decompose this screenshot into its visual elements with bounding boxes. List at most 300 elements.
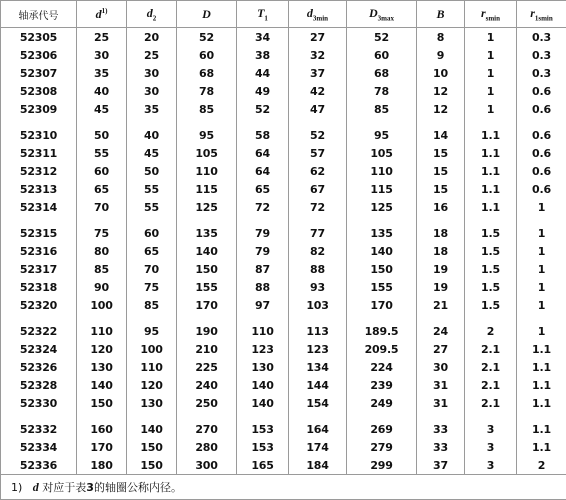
spacer-cell: [127, 216, 177, 224]
cell-D: 210: [177, 340, 237, 358]
group-spacer: [1, 314, 566, 322]
cell-r1smin: 0.6: [517, 162, 566, 180]
cell-rsmin: 1.1: [465, 126, 517, 144]
cell-rsmin: 1.5: [465, 296, 517, 314]
cell-D3max: 135: [347, 224, 417, 242]
spacer-cell: [417, 118, 465, 126]
cell-d: 30: [77, 46, 127, 64]
column-header-d3min: [289, 1, 347, 28]
cell-T1: 49: [237, 82, 289, 100]
cell-D: 150: [177, 260, 237, 278]
cell-r1smin: 2: [517, 456, 566, 475]
cell-d: 45: [77, 100, 127, 118]
cell-d: 40: [77, 82, 127, 100]
cell-D3max: 170: [347, 296, 417, 314]
spacer-cell: [127, 118, 177, 126]
cell-d2: 150: [127, 456, 177, 475]
cell-D3max: 78: [347, 82, 417, 100]
cell-B: 30: [417, 358, 465, 376]
cell-B: 19: [417, 260, 465, 278]
spacer-cell: [417, 412, 465, 420]
cell-d: 180: [77, 456, 127, 475]
cell-B: 18: [417, 224, 465, 242]
table-row: [1, 394, 566, 412]
cell-d3min: 144: [289, 376, 347, 394]
cell-T1: 130: [237, 358, 289, 376]
cell-rsmin: 1.5: [465, 278, 517, 296]
spacer-cell: [1, 118, 77, 126]
cell-D: 85: [177, 100, 237, 118]
column-header-d: [77, 1, 127, 28]
cell-r1smin: 1: [517, 296, 566, 314]
cell-r1smin: 0.3: [517, 64, 566, 82]
cell-d3min: 32: [289, 46, 347, 64]
cell-d: 50: [77, 126, 127, 144]
cell-d3min: 72: [289, 198, 347, 216]
cell-d: 100: [77, 296, 127, 314]
spacer-cell: [177, 412, 237, 420]
cell-d: 80: [77, 242, 127, 260]
cell-d: 65: [77, 180, 127, 198]
cell-D3max: 269: [347, 420, 417, 438]
cell-d2: 30: [127, 82, 177, 100]
cell-T1: 65: [237, 180, 289, 198]
cell-bearing-code: 52334: [1, 438, 77, 456]
cell-bearing-code: 52320: [1, 296, 77, 314]
cell-rsmin: 2.1: [465, 358, 517, 376]
cell-B: 8: [417, 28, 465, 47]
cell-D3max: 115: [347, 180, 417, 198]
cell-bearing-code: 52316: [1, 242, 77, 260]
spacer-cell: [237, 118, 289, 126]
cell-d3min: 103: [289, 296, 347, 314]
cell-d3min: 134: [289, 358, 347, 376]
column-header-subscript: 1smin: [535, 14, 553, 22]
spacer-cell: [127, 314, 177, 322]
column-header-subscript: 3max: [378, 14, 394, 22]
cell-r1smin: 1.1: [517, 420, 566, 438]
cell-B: 18: [417, 242, 465, 260]
table-row: [1, 340, 566, 358]
cell-B: 15: [417, 144, 465, 162]
cell-D3max: 110: [347, 162, 417, 180]
column-header-label: d: [307, 6, 313, 20]
cell-B: 33: [417, 420, 465, 438]
cell-T1: 97: [237, 296, 289, 314]
cell-r1smin: 1: [517, 260, 566, 278]
header-row: [1, 1, 566, 28]
spacer-cell: [1, 314, 77, 322]
cell-d2: 55: [127, 198, 177, 216]
spacer-cell: [177, 314, 237, 322]
table-row: [1, 438, 566, 456]
table-row: [1, 376, 566, 394]
cell-D3max: 95: [347, 126, 417, 144]
cell-d2: 120: [127, 376, 177, 394]
cell-bearing-code: 52328: [1, 376, 77, 394]
spacer-cell: [417, 216, 465, 224]
spacer-cell: [347, 412, 417, 420]
cell-r1smin: 1: [517, 198, 566, 216]
cell-D3max: 209.5: [347, 340, 417, 358]
cell-r1smin: 0.3: [517, 28, 566, 47]
cell-bearing-code: 52308: [1, 82, 77, 100]
table-row: [1, 224, 566, 242]
cell-D: 135: [177, 224, 237, 242]
cell-bearing-code: 52305: [1, 28, 77, 47]
cell-r1smin: 1.1: [517, 340, 566, 358]
cell-T1: 140: [237, 376, 289, 394]
cell-rsmin: 1.1: [465, 162, 517, 180]
cell-d: 90: [77, 278, 127, 296]
table-row: [1, 296, 566, 314]
table-row: [1, 322, 566, 340]
column-header-subscript: 1: [264, 14, 268, 22]
cell-r1smin: 1.1: [517, 358, 566, 376]
cell-T1: 88: [237, 278, 289, 296]
cell-T1: 38: [237, 46, 289, 64]
cell-r1smin: 0.6: [517, 180, 566, 198]
cell-D: 250: [177, 394, 237, 412]
cell-D: 240: [177, 376, 237, 394]
cell-d3min: 37: [289, 64, 347, 82]
cell-D3max: 279: [347, 438, 417, 456]
cell-rsmin: 1: [465, 100, 517, 118]
cell-D: 110: [177, 162, 237, 180]
column-header-subscript: 3min: [313, 14, 328, 22]
cell-d3min: 154: [289, 394, 347, 412]
cell-d2: 85: [127, 296, 177, 314]
cell-bearing-code: 52315: [1, 224, 77, 242]
cell-bearing-code: 52314: [1, 198, 77, 216]
cell-D: 140: [177, 242, 237, 260]
cell-D: 225: [177, 358, 237, 376]
cell-r1smin: 0.3: [517, 46, 566, 64]
cell-D: 60: [177, 46, 237, 64]
cell-d: 75: [77, 224, 127, 242]
cell-B: 12: [417, 82, 465, 100]
cell-B: 21: [417, 296, 465, 314]
cell-bearing-code: 52330: [1, 394, 77, 412]
cell-bearing-code: 52326: [1, 358, 77, 376]
cell-rsmin: 1: [465, 46, 517, 64]
cell-bearing-code: 52313: [1, 180, 77, 198]
table-row: [1, 358, 566, 376]
column-header-D: [177, 1, 237, 28]
cell-rsmin: 1: [465, 82, 517, 100]
spacer-cell: [517, 118, 566, 126]
table-header: [1, 1, 566, 28]
cell-d2: 65: [127, 242, 177, 260]
cell-T1: 64: [237, 144, 289, 162]
cell-T1: 44: [237, 64, 289, 82]
cell-D3max: 105: [347, 144, 417, 162]
cell-D: 270: [177, 420, 237, 438]
cell-r1smin: 1.1: [517, 376, 566, 394]
column-header-D3max: [347, 1, 417, 28]
spacer-cell: [417, 314, 465, 322]
cell-bearing-code: 52332: [1, 420, 77, 438]
cell-bearing-code: 52306: [1, 46, 77, 64]
cell-T1: 140: [237, 394, 289, 412]
cell-r1smin: 0.6: [517, 144, 566, 162]
cell-B: 15: [417, 180, 465, 198]
cell-rsmin: 2.1: [465, 376, 517, 394]
cell-D3max: 239: [347, 376, 417, 394]
cell-D3max: 155: [347, 278, 417, 296]
cell-d3min: 174: [289, 438, 347, 456]
cell-d2: 130: [127, 394, 177, 412]
cell-rsmin: 1.1: [465, 144, 517, 162]
cell-d3min: 27: [289, 28, 347, 47]
cell-rsmin: 2.1: [465, 340, 517, 358]
cell-d3min: 67: [289, 180, 347, 198]
cell-bearing-code: 52309: [1, 100, 77, 118]
cell-d: 110: [77, 322, 127, 340]
cell-B: 9: [417, 46, 465, 64]
cell-d: 55: [77, 144, 127, 162]
spacer-cell: [289, 314, 347, 322]
spacer-cell: [517, 216, 566, 224]
table-row: [1, 260, 566, 278]
cell-d: 170: [77, 438, 127, 456]
column-header-r1smin: [517, 1, 566, 28]
cell-bearing-code: 52322: [1, 322, 77, 340]
cell-r1smin: 1.1: [517, 438, 566, 456]
spacer-cell: [465, 314, 517, 322]
spacer-cell: [77, 314, 127, 322]
cell-d2: 140: [127, 420, 177, 438]
spacer-cell: [347, 314, 417, 322]
footnote-number: 1): [11, 481, 22, 494]
cell-D: 125: [177, 198, 237, 216]
column-header-T1: [237, 1, 289, 28]
cell-D: 280: [177, 438, 237, 456]
cell-T1: 87: [237, 260, 289, 278]
cell-B: 16: [417, 198, 465, 216]
cell-d3min: 57: [289, 144, 347, 162]
table-row: [1, 126, 566, 144]
cell-d3min: 164: [289, 420, 347, 438]
cell-d3min: 47: [289, 100, 347, 118]
cell-D3max: 299: [347, 456, 417, 475]
cell-D3max: 60: [347, 46, 417, 64]
cell-rsmin: 3: [465, 438, 517, 456]
cell-D: 155: [177, 278, 237, 296]
cell-B: 37: [417, 456, 465, 475]
column-header-bearing-code: [1, 1, 77, 28]
cell-bearing-code: 52312: [1, 162, 77, 180]
cell-d3min: 42: [289, 82, 347, 100]
cell-bearing-code: 52307: [1, 64, 77, 82]
table-row: [1, 242, 566, 260]
table-body: [1, 28, 566, 475]
spacer-cell: [347, 216, 417, 224]
column-header-subscript: smin: [486, 14, 500, 22]
spacer-cell: [347, 118, 417, 126]
cell-rsmin: 1.1: [465, 198, 517, 216]
spacer-cell: [1, 412, 77, 420]
cell-D3max: 85: [347, 100, 417, 118]
table-row: [1, 180, 566, 198]
table-row: [1, 456, 566, 475]
cell-d3min: 82: [289, 242, 347, 260]
cell-d: 130: [77, 358, 127, 376]
cell-T1: 52: [237, 100, 289, 118]
cell-r1smin: 1: [517, 322, 566, 340]
cell-d3min: 123: [289, 340, 347, 358]
cell-d2: 75: [127, 278, 177, 296]
cell-D: 115: [177, 180, 237, 198]
cell-d: 35: [77, 64, 127, 82]
group-spacer: [1, 412, 566, 420]
cell-rsmin: 1.5: [465, 260, 517, 278]
cell-B: 31: [417, 394, 465, 412]
cell-d2: 30: [127, 64, 177, 82]
cell-d2: 35: [127, 100, 177, 118]
table-row: [1, 82, 566, 100]
cell-B: 31: [417, 376, 465, 394]
table-row: [1, 46, 566, 64]
cell-T1: 79: [237, 242, 289, 260]
spacer-cell: [237, 412, 289, 420]
cell-r1smin: 0.6: [517, 126, 566, 144]
cell-rsmin: 1.5: [465, 224, 517, 242]
cell-d: 25: [77, 28, 127, 47]
cell-D: 52: [177, 28, 237, 47]
cell-d2: 100: [127, 340, 177, 358]
cell-bearing-code: 52324: [1, 340, 77, 358]
table-row: [1, 198, 566, 216]
cell-d: 85: [77, 260, 127, 278]
column-header-label: B: [436, 7, 444, 21]
table-row: [1, 278, 566, 296]
column-header-label: d: [96, 7, 102, 21]
cell-d3min: 88: [289, 260, 347, 278]
cell-d3min: 113: [289, 322, 347, 340]
cell-B: 14: [417, 126, 465, 144]
column-header-label: D: [369, 6, 378, 20]
spacer-cell: [465, 118, 517, 126]
column-header-subscript: 2: [153, 14, 157, 22]
footnote-text-before: 对应于表: [42, 481, 86, 494]
group-spacer: [1, 118, 566, 126]
cell-d2: 50: [127, 162, 177, 180]
column-header-label: r: [481, 6, 486, 20]
cell-T1: 110: [237, 322, 289, 340]
cell-rsmin: 2: [465, 322, 517, 340]
cell-r1smin: 0.6: [517, 82, 566, 100]
table-row: [1, 420, 566, 438]
column-header-label: T: [257, 6, 264, 20]
cell-T1: 153: [237, 420, 289, 438]
cell-d2: 95: [127, 322, 177, 340]
spacer-cell: [465, 412, 517, 420]
cell-d: 60: [77, 162, 127, 180]
footnote-text-after: 的轴圈公称内径。: [94, 481, 182, 494]
cell-bearing-code: 52311: [1, 144, 77, 162]
cell-D: 300: [177, 456, 237, 475]
spacer-cell: [237, 314, 289, 322]
cell-T1: 34: [237, 28, 289, 47]
spacer-cell: [1, 216, 77, 224]
cell-T1: 153: [237, 438, 289, 456]
column-header-d2: [127, 1, 177, 28]
cell-d: 70: [77, 198, 127, 216]
cell-T1: 72: [237, 198, 289, 216]
cell-d2: 55: [127, 180, 177, 198]
cell-rsmin: 1: [465, 28, 517, 47]
spacer-cell: [517, 314, 566, 322]
cell-d3min: 184: [289, 456, 347, 475]
footnote: [1, 475, 566, 500]
table-row: [1, 28, 566, 47]
cell-rsmin: 1: [465, 64, 517, 82]
cell-d2: 60: [127, 224, 177, 242]
cell-d3min: 77: [289, 224, 347, 242]
cell-d: 150: [77, 394, 127, 412]
cell-B: 27: [417, 340, 465, 358]
cell-D: 105: [177, 144, 237, 162]
cell-T1: 58: [237, 126, 289, 144]
cell-D: 68: [177, 64, 237, 82]
spacer-cell: [77, 216, 127, 224]
cell-d2: 70: [127, 260, 177, 278]
column-header-label: d: [147, 6, 153, 20]
cell-D3max: 150: [347, 260, 417, 278]
cell-B: 24: [417, 322, 465, 340]
cell-d3min: 62: [289, 162, 347, 180]
cell-r1smin: 1: [517, 224, 566, 242]
cell-D3max: 249: [347, 394, 417, 412]
cell-d2: 110: [127, 358, 177, 376]
cell-r1smin: 0.6: [517, 100, 566, 118]
footnote-variable: d: [33, 480, 39, 494]
table-row: [1, 144, 566, 162]
cell-d3min: 52: [289, 126, 347, 144]
column-header-rsmin: [465, 1, 517, 28]
column-header-B: [417, 1, 465, 28]
cell-B: 10: [417, 64, 465, 82]
cell-bearing-code: 52318: [1, 278, 77, 296]
cell-d2: 20: [127, 28, 177, 47]
group-spacer: [1, 216, 566, 224]
cell-B: 33: [417, 438, 465, 456]
cell-B: 12: [417, 100, 465, 118]
table-row: [1, 162, 566, 180]
spacer-cell: [127, 412, 177, 420]
cell-d2: 150: [127, 438, 177, 456]
cell-rsmin: 1.1: [465, 180, 517, 198]
spacer-cell: [289, 412, 347, 420]
cell-d3min: 93: [289, 278, 347, 296]
spacer-cell: [77, 412, 127, 420]
column-header-label: D: [202, 7, 211, 21]
cell-rsmin: 1.5: [465, 242, 517, 260]
cell-d: 160: [77, 420, 127, 438]
cell-bearing-code: 52336: [1, 456, 77, 475]
cell-rsmin: 3: [465, 456, 517, 475]
spacer-cell: [289, 118, 347, 126]
cell-D: 190: [177, 322, 237, 340]
cell-B: 15: [417, 162, 465, 180]
cell-D3max: 125: [347, 198, 417, 216]
table-row: [1, 64, 566, 82]
spacer-cell: [465, 216, 517, 224]
spacer-cell: [177, 216, 237, 224]
cell-d2: 40: [127, 126, 177, 144]
cell-T1: 165: [237, 456, 289, 475]
